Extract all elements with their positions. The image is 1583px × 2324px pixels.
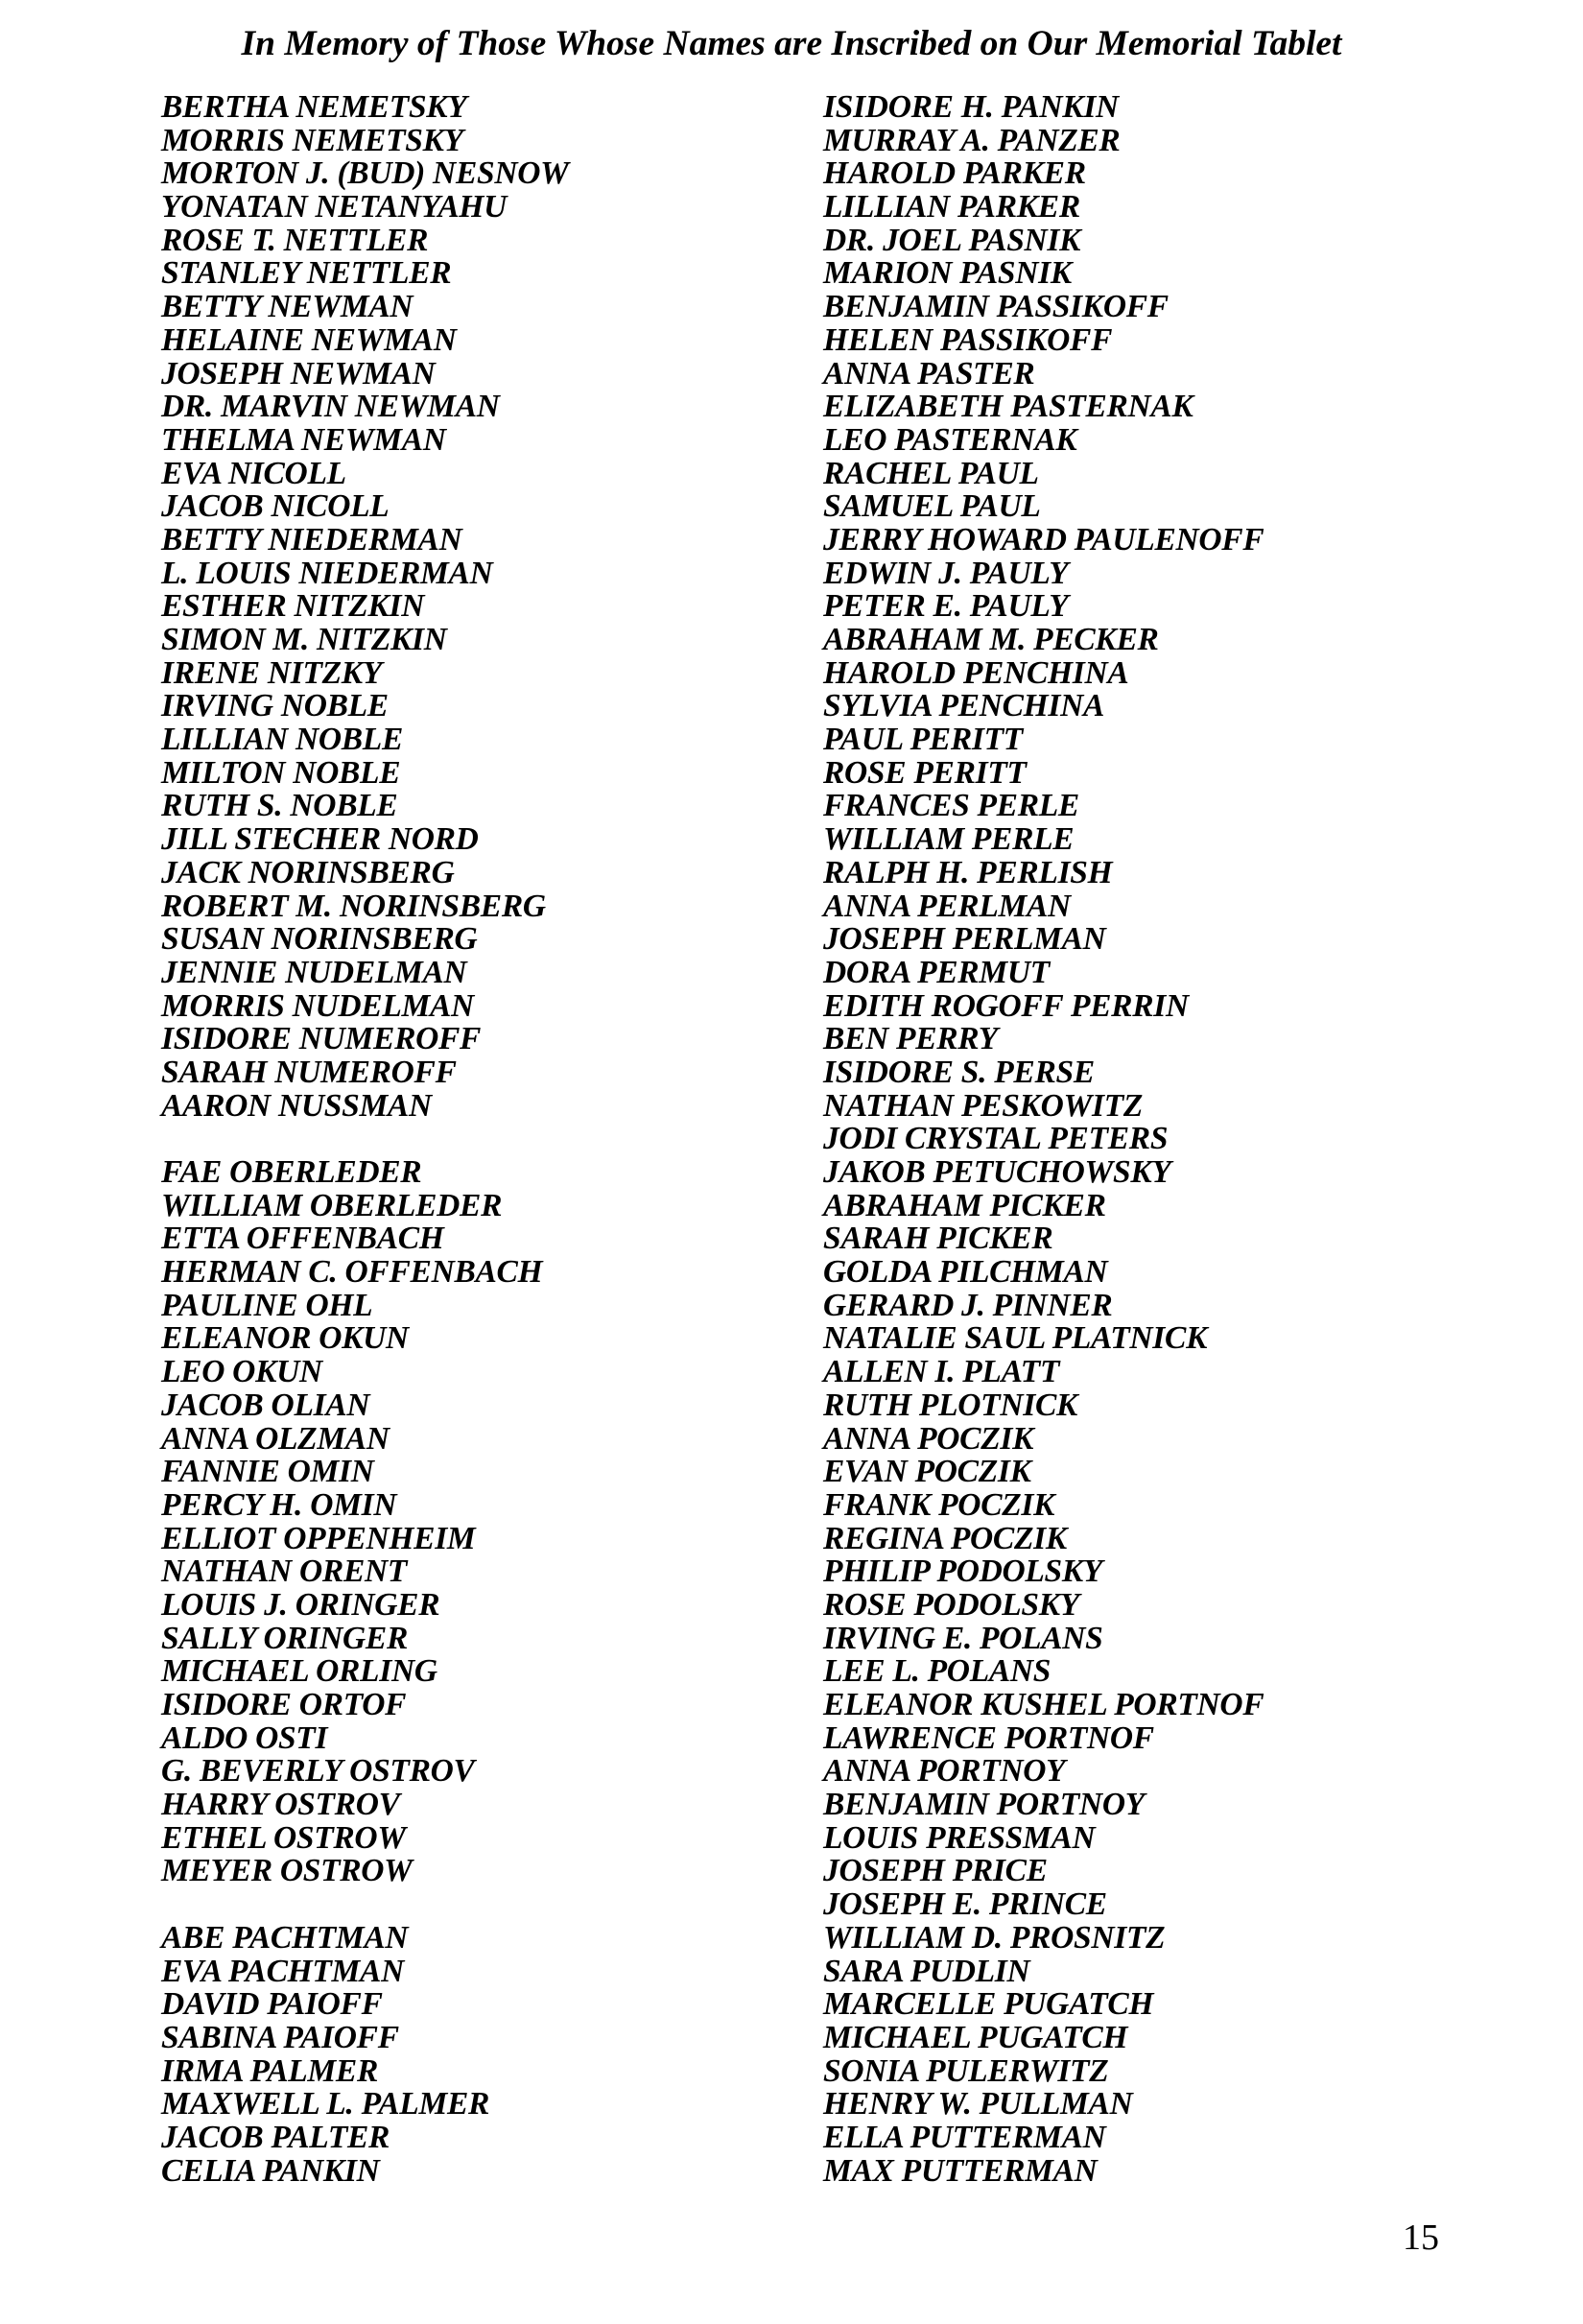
name-entry: JODI CRYSTAL PETERS — [823, 1121, 1169, 1157]
name-entry: ABRAHAM PICKER — [823, 1187, 1106, 1223]
name-entry: YONATAN NETANYAHU — [161, 189, 508, 225]
name-entry: ABRAHAM M. PECKER — [823, 622, 1159, 657]
name-entry: ROSE PERITT — [823, 754, 1027, 791]
name-entry: MEYER OSTROW — [161, 1853, 413, 1889]
name-entry: FRANCES PERLE — [823, 788, 1079, 824]
name-entry: ROSE T. NETTLER — [161, 222, 429, 258]
name-entry: ALLEN I. PLATT — [823, 1354, 1060, 1390]
name-entry: MICHAEL PUGATCH — [823, 2019, 1128, 2055]
page-number: 15 — [1403, 2217, 1439, 2258]
name-entry: SONIA PULERWITZ — [823, 2052, 1109, 2089]
name-entry: ISIDORE ORTOF — [161, 1687, 407, 1722]
name-entry: LOUIS PRESSMAN — [823, 1819, 1096, 1856]
name-entry: DORA PERMUT — [823, 954, 1050, 990]
name-entry: DR. JOEL PASNIK — [823, 222, 1081, 258]
page-title: In Memory of Those Whose Names are Inscribed on Our Memorial Tablet — [241, 24, 1342, 63]
section-spacer — [161, 1888, 775, 1922]
name-entry: ANNA PORTNOY — [823, 1753, 1066, 1790]
name-entry: MICHAEL ORLING — [161, 1653, 437, 1690]
name-entry: PAULINE OHL — [161, 1287, 373, 1323]
name-entry: MARCELLE PUGATCH — [823, 1986, 1154, 2023]
name-entry: WILLIAM D. PROSNITZ — [823, 1919, 1166, 1956]
name-entry: IRVING E. POLANS — [823, 1620, 1103, 1656]
names-column-left — [161, 91, 775, 2188]
name-entry: JAKOB PETUCHOWSKY — [823, 1154, 1171, 1190]
name-entry: JACOB OLIAN — [161, 1387, 370, 1423]
name-entry: FRANK POCZIK — [823, 1486, 1055, 1523]
name-entry: L. LOUIS NIEDERMAN — [161, 555, 493, 591]
name-entry: ISIDORE NUMEROFF — [161, 1021, 482, 1057]
name-entry: BENJAMIN PASSIKOFF — [823, 289, 1169, 325]
name-entry: ELEANOR OKUN — [161, 1320, 409, 1357]
name-entry: HAROLD PARKER — [823, 155, 1086, 192]
name-entry: LILLIAN NOBLE — [161, 722, 404, 758]
name-entry: ELLIOT OPPENHEIM — [161, 1520, 476, 1556]
name-entry: MAX PUTTERMAN — [823, 2152, 1098, 2189]
name-entry: JOSEPH PERLMAN — [823, 921, 1106, 958]
name-entry: DR. MARVIN NEWMAN — [161, 389, 500, 425]
name-entry: ELLA PUTTERMAN — [823, 2119, 1106, 2155]
name-entry: MURRAY A. PANZER — [823, 122, 1121, 158]
name-entry: SARAH NUMEROFF — [161, 1054, 457, 1090]
name-entry: ESTHER NITZKIN — [161, 588, 425, 625]
name-entry: JACOB NICOLL — [161, 488, 390, 525]
name-entry: MORRIS NEMETSKY — [161, 122, 463, 158]
name-entry: ISIDORE S. PERSE — [823, 1054, 1095, 1090]
name-entry: JOSEPH E. PRINCE — [823, 1886, 1107, 1923]
name-entry: RACHEL PAUL — [823, 455, 1039, 491]
name-entry: BERTHA NEMETSKY — [161, 89, 467, 125]
name-entry: PERCY H. OMIN — [161, 1486, 397, 1523]
name-entry: THELMA NEWMAN — [161, 421, 446, 458]
name-entry: HELEN PASSIKOFF — [823, 321, 1113, 358]
name-entry: STANLEY NETTLER — [161, 255, 452, 292]
name-entry: BEN PERRY — [823, 1021, 998, 1057]
name-entry: ELIZABETH PASTERNAK — [823, 389, 1193, 425]
name-entry: G. BEVERLY OSTROV — [161, 1753, 475, 1790]
name-entry: PHILIP PODOLSKY — [823, 1553, 1103, 1590]
name-entry: BETTY NEWMAN — [161, 289, 413, 325]
name-entry: BETTY NIEDERMAN — [161, 521, 462, 557]
name-entry: WILLIAM OBERLEDER — [161, 1187, 503, 1223]
name-entry: EVA PACHTMAN — [161, 1953, 404, 1989]
name-entry: HERMAN C. OFFENBACH — [161, 1254, 543, 1291]
name-entry: EDITH ROGOFF PERRIN — [823, 987, 1189, 1024]
name-entry: PETER E. PAULY — [823, 588, 1069, 625]
name-entry: AARON NUSSMAN — [161, 1087, 432, 1124]
name-entry: FANNIE OMIN — [161, 1454, 374, 1490]
name-entry: LILLIAN PARKER — [823, 189, 1080, 225]
name-entry: REGINA POCZIK — [823, 1520, 1067, 1556]
name-entry: LOUIS J. ORINGER — [161, 1586, 440, 1623]
name-entry: BENJAMIN PORTNOY — [823, 1787, 1145, 1823]
name-entry: HELAINE NEWMAN — [161, 321, 457, 358]
name-entry: JILL STECHER NORD — [161, 821, 479, 858]
name-entry: JENNIE NUDELMAN — [161, 954, 467, 990]
names-column-right — [823, 91, 1514, 2188]
name-entry: MILTON NOBLE — [161, 754, 401, 791]
name-entry: HENRY W. PULLMAN — [823, 2086, 1133, 2122]
name-entry: ISIDORE H. PANKIN — [823, 89, 1119, 125]
name-entry: ETHEL OSTROW — [161, 1819, 406, 1856]
name-entry: SYLVIA PENCHINA — [823, 688, 1105, 724]
name-entry: LEE L. POLANS — [823, 1653, 1051, 1690]
name-entry: ETTA OFFENBACH — [161, 1221, 444, 1257]
name-entry: ROSE PODOLSKY — [823, 1586, 1079, 1623]
name-entry: GERARD J. PINNER — [823, 1287, 1113, 1323]
name-entry: SIMON M. NITZKIN — [161, 622, 447, 657]
name-entry: ABE PACHTMAN — [161, 1919, 409, 1956]
name-entry: MAXWELL L. PALMER — [161, 2086, 490, 2122]
name-entry: SAMUEL PAUL — [823, 488, 1041, 525]
name-entry: MORRIS NUDELMAN — [161, 987, 474, 1024]
name-entry: FAE OBERLEDER — [161, 1154, 422, 1190]
name-entry: EDWIN J. PAULY — [823, 555, 1069, 591]
name-entry: HARRY OSTROV — [161, 1787, 400, 1823]
name-entry: ALDO OSTI — [161, 1719, 328, 1756]
name-entry: ANNA POCZIK — [823, 1420, 1034, 1457]
name-entry: JACK NORINSBERG — [161, 854, 455, 890]
name-entry: SUSAN NORINSBERG — [161, 921, 478, 958]
name-entry: WILLIAM PERLE — [823, 821, 1075, 858]
name-entry: JERRY HOWARD PAULENOFF — [823, 521, 1264, 557]
name-entry: JACOB PALTER — [161, 2119, 390, 2155]
name-entry: JOSEPH PRICE — [823, 1853, 1048, 1889]
section-spacer — [161, 1123, 775, 1156]
name-entry: RUTH PLOTNICK — [823, 1387, 1078, 1423]
name-entry: ROBERT M. NORINSBERG — [161, 888, 546, 924]
name-entry: PAUL PERITT — [823, 722, 1023, 758]
name-entry: NATALIE SAUL PLATNICK — [823, 1320, 1208, 1357]
name-entry: SARA PUDLIN — [823, 1953, 1030, 1989]
name-entry: IRVING NOBLE — [161, 688, 389, 724]
name-entry: LAWRENCE PORTNOF — [823, 1719, 1154, 1756]
name-entry: NATHAN PESKOWITZ — [823, 1087, 1144, 1124]
name-entry: EVA NICOLL — [161, 455, 346, 491]
name-entry: EVAN POCZIK — [823, 1454, 1031, 1490]
name-entry: JOSEPH NEWMAN — [161, 355, 436, 391]
name-entry: ANNA PASTER — [823, 355, 1035, 391]
name-entry: NATHAN ORENT — [161, 1553, 408, 1590]
name-entry: LEO PASTERNAK — [823, 421, 1077, 458]
name-entry: IRENE NITZKY — [161, 654, 383, 691]
name-entry: DAVID PAIOFF — [161, 1986, 383, 2023]
name-entry: SARAH PICKER — [823, 1221, 1053, 1257]
name-entry: RALPH H. PERLISH — [823, 854, 1113, 890]
name-entry: MORTON J. (BUD) NESNOW — [161, 155, 569, 192]
name-entry: LEO OKUN — [161, 1354, 322, 1390]
name-entry: HAROLD PENCHINA — [823, 654, 1129, 691]
name-entry: ANNA PERLMAN — [823, 888, 1071, 924]
name-entry: ANNA OLZMAN — [161, 1420, 390, 1457]
name-entry: ELEANOR KUSHEL PORTNOF — [823, 1687, 1264, 1722]
name-entry: IRMA PALMER — [161, 2052, 378, 2089]
name-entry: MARION PASNIK — [823, 255, 1072, 292]
name-entry: SALLY ORINGER — [161, 1620, 409, 1656]
name-entry: SABINA PAIOFF — [161, 2019, 399, 2055]
name-entry: GOLDA PILCHMAN — [823, 1254, 1108, 1291]
name-entry: RUTH S. NOBLE — [161, 788, 398, 824]
name-entry: CELIA PANKIN — [161, 2152, 380, 2189]
